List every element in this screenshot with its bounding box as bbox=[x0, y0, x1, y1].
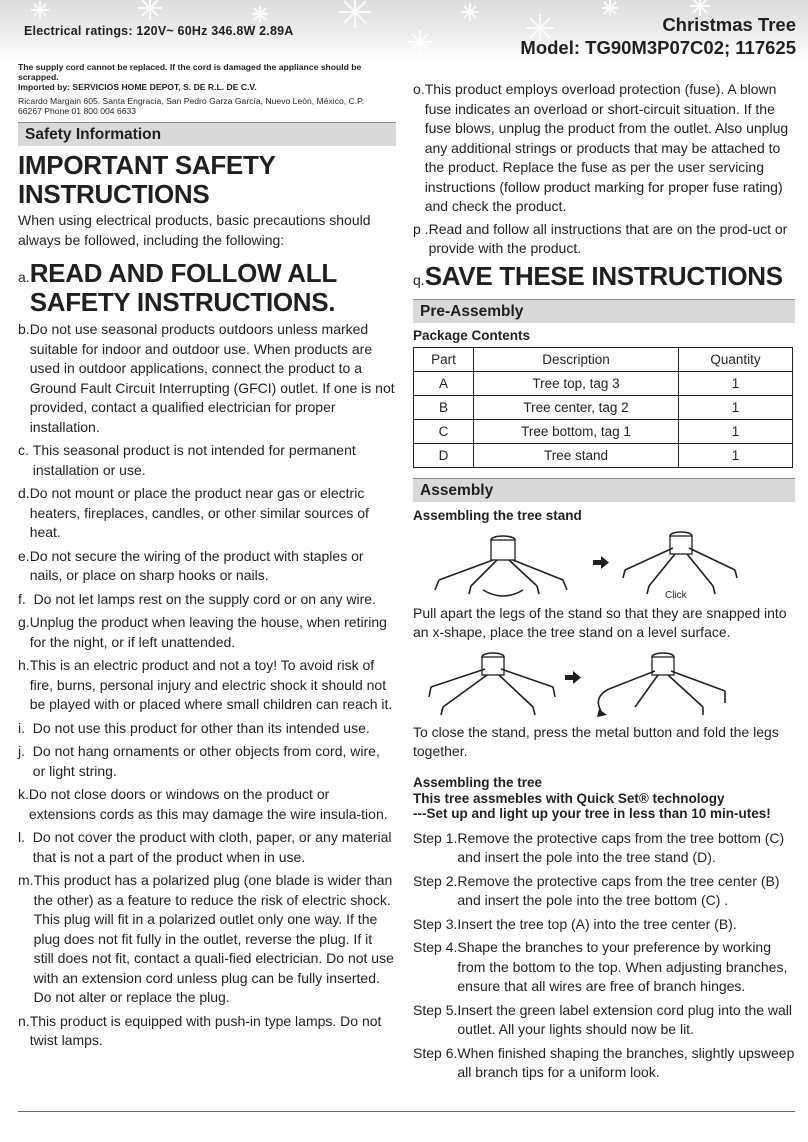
step-label: Step 5. bbox=[413, 1001, 458, 1018]
importer-address: Ricardo Margain 605. Santa Engracia, San Pedro Garza García, Nuevo León, México, C.P. 66267 Phone 01 800 004 6633 bbox=[18, 96, 365, 116]
bottom-divider bbox=[18, 1111, 795, 1112]
item-label: l. bbox=[18, 829, 33, 845]
cord-warning: The supply cord cannot be replaced. If the cord is damaged the appliance should be scrapped. bbox=[18, 62, 362, 82]
stand-open-text: Pull apart the legs of the stand so that they are snapped into an x-shape, place the tree stand on a level surface. bbox=[413, 604, 787, 640]
table-row bbox=[414, 371, 793, 395]
step-text: When finished shaping the branches, slightly upsweep all branch tips for a uniform look. bbox=[457, 1044, 795, 1080]
cell-part: D bbox=[414, 443, 474, 467]
step-4 bbox=[413, 938, 795, 997]
safety-item-m bbox=[18, 871, 396, 1008]
step-label: Step 2. bbox=[413, 872, 458, 889]
item-text: Do not use seasonal products outdoors unless marked suitable for indoor and outdoor use. When products are used in outdoor applications, connect the product to a Ground Fault Circuit Interrupting (GFCI) outlet. If one is not provided, contact a qualified electrician for proper installation. bbox=[29, 321, 395, 435]
header-banner bbox=[0, 0, 808, 60]
cell-quantity: 1 bbox=[679, 443, 793, 467]
item-label: i. bbox=[18, 719, 33, 736]
item-label: h. bbox=[18, 657, 30, 673]
important-safety-title: IMPORTANT SAFETY INSTRUCTIONS bbox=[18, 150, 276, 209]
importer: Imported by: SERVICIOS HOME DEPOT, S. DE R.L. DE C.V. bbox=[18, 82, 257, 92]
cell-quantity: 1 bbox=[679, 395, 793, 419]
safety-item-j bbox=[18, 742, 396, 781]
save-instructions bbox=[413, 262, 795, 291]
step-label: Step 3. bbox=[413, 915, 458, 932]
cell-description: Tree top, tag 3 bbox=[474, 371, 679, 395]
item-text: Do not secure the wiring of the product with staples or nails, or place on sharp hooks or nails. bbox=[29, 547, 364, 583]
safety-item-a bbox=[18, 259, 396, 317]
safety-intro: When using electrical products, basic precautions should always be followed, including the following: bbox=[18, 212, 371, 248]
col-description: Description bbox=[474, 347, 679, 371]
item-label: f. bbox=[18, 590, 34, 607]
item-label: a. bbox=[18, 269, 30, 285]
cell-part: C bbox=[414, 419, 474, 443]
item-label: n. bbox=[18, 1012, 30, 1029]
item-text: This is an electric product and not a toy! To avoid risk of fire, burns, personal injury and electric shock it should not be played with or placed where small children can reach it. bbox=[29, 657, 393, 712]
step-2 bbox=[413, 872, 795, 911]
safety-item-d bbox=[18, 484, 396, 543]
step-text: Remove the protective caps from the tree center (B) and insert the pole into the tree bottom (C) . bbox=[457, 872, 780, 908]
item-text: READ AND FOLLOW ALL SAFETY INSTRUCTIONS. bbox=[29, 258, 337, 317]
cell-description: Tree bottom, tag 1 bbox=[474, 419, 679, 443]
section-pre-assembly: Pre-Assembly bbox=[413, 299, 795, 323]
cell-description: Tree center, tag 2 bbox=[474, 395, 679, 419]
item-label: q. bbox=[413, 271, 425, 288]
item-text: This product is equipped with push-in type lamps. Do not twist lamps. bbox=[29, 1012, 382, 1048]
tree-heading: Assembling the tree bbox=[413, 774, 543, 790]
safety-item-l bbox=[18, 828, 396, 867]
item-text: Do not close doors or windows on the product or extensions cords as this may damage the wire insula-tion. bbox=[28, 786, 388, 822]
step-text: Insert the green label extension cord plug into the wall outlet. All your lights should now be lit. bbox=[457, 1001, 793, 1037]
item-text: Do not use this product for other than its intended use. bbox=[32, 719, 370, 736]
item-label: p . bbox=[413, 220, 429, 237]
stand-close-illustration bbox=[413, 649, 795, 721]
section-assembly: Assembly bbox=[413, 478, 795, 502]
col-part: Part bbox=[414, 347, 474, 371]
item-text: This seasonal product is not intended for permanent installation or use. bbox=[32, 442, 356, 478]
item-text: Do not let lamps rest on the supply cord or on any wire. bbox=[33, 590, 376, 607]
step-label: Step 6. bbox=[413, 1044, 458, 1061]
item-label: m. bbox=[18, 872, 34, 888]
step-text: Remove the protective caps from the tree bottom (C) and insert the pole into the tree stand (D). bbox=[457, 829, 785, 865]
cell-part: B bbox=[414, 395, 474, 419]
safety-item-k bbox=[18, 785, 396, 824]
cell-part: A bbox=[414, 371, 474, 395]
step-6 bbox=[413, 1044, 795, 1083]
step-1 bbox=[413, 829, 795, 868]
model-block bbox=[520, 14, 796, 60]
step-5 bbox=[413, 1001, 795, 1040]
safety-item-o bbox=[413, 80, 795, 217]
item-text: SAVE THESE INSTRUCTIONS bbox=[424, 260, 783, 291]
quickset-line-1: This tree assmebles with Quick Set® technology bbox=[413, 790, 725, 806]
opened-stand-icon bbox=[429, 653, 555, 715]
table-row bbox=[414, 419, 793, 443]
step-label: Step 1. bbox=[413, 829, 458, 846]
stand-close-text: To close the stand, press the metal button and fold the legs together. bbox=[413, 723, 779, 759]
item-text: Unplug the product when leaving the house, when retiring for the night, or if left unattended. bbox=[29, 614, 387, 650]
click-label: Click bbox=[665, 589, 687, 600]
table-row bbox=[414, 443, 793, 467]
item-text: Do not cover the product with cloth, paper, or any material that is not a part of the product when in use. bbox=[32, 829, 392, 865]
safety-item-p bbox=[413, 220, 795, 259]
item-label: o. bbox=[413, 81, 425, 97]
package-contents-heading: Package Contents bbox=[413, 327, 531, 343]
folded-stand-icon bbox=[435, 536, 567, 596]
step-text: Insert the tree top (A) into the tree center (B). bbox=[457, 915, 737, 932]
item-text: Read and follow all instructions that are on the prod-uct or provide with the product. bbox=[428, 220, 788, 256]
safety-item-b bbox=[18, 320, 396, 437]
opened-stand-icon bbox=[623, 532, 737, 594]
electrical-ratings: Electrical ratings: 120V~ 60Hz 346.8W 2.89A bbox=[24, 24, 294, 38]
right-column bbox=[413, 80, 795, 1083]
safety-item-i bbox=[18, 719, 396, 739]
safety-item-n bbox=[18, 1012, 396, 1051]
arrow-right-icon bbox=[565, 671, 581, 684]
item-label: j. bbox=[18, 743, 33, 759]
item-label: k. bbox=[18, 786, 29, 802]
safety-list bbox=[18, 320, 396, 1051]
package-contents-table bbox=[413, 347, 793, 468]
step-label: Step 4. bbox=[413, 939, 458, 955]
cell-description: Tree stand bbox=[474, 443, 679, 467]
item-text: This product has a polarized plug (one blade is wider than the other) as a feature to reduce the risk of electric shock. This plug will fit in a polarized outlet only one way. If the plug does not fit fully in the outlet, reverse the plug. If it still does not fit, contact a quali-fied electrician. Do not use with an extension cord unless plug can be fully inserted. Do not alter or replace the plug. bbox=[33, 872, 394, 1005]
safety-item-f bbox=[18, 590, 396, 610]
item-text: This product employs overload protection (fuse). A blown fuse indicates an overload or short-circuit situation. If the fuse blows, unplug the product from the outlet. Also unplug any additional strings or products that may be attached to the product. Replace the fuse as per the user servicing instructions (follow product marking for proper fuse rating) and check the product. bbox=[424, 81, 789, 214]
item-label: c. bbox=[18, 442, 33, 458]
item-label: b. bbox=[18, 321, 30, 337]
product-name: Christmas Tree bbox=[662, 14, 796, 35]
item-label: e. bbox=[18, 547, 30, 564]
item-label: d. bbox=[18, 485, 30, 501]
col-quantity: Quantity bbox=[679, 347, 793, 371]
quickset-line-2: ---Set up and light up your tree in less than 10 min-utes! bbox=[413, 805, 771, 821]
safety-item-h bbox=[18, 656, 396, 715]
table-row bbox=[414, 395, 793, 419]
left-column bbox=[18, 60, 396, 1051]
safety-item-c bbox=[18, 441, 396, 480]
safety-item-g bbox=[18, 613, 396, 652]
cell-quantity: 1 bbox=[679, 419, 793, 443]
stand-open-illustration bbox=[413, 528, 795, 600]
cell-quantity: 1 bbox=[679, 371, 793, 395]
folded-stand-icon bbox=[597, 653, 725, 717]
item-text: Do not mount or place the product near gas or electric heaters, fireplaces, candles, or other similar sources of heat. bbox=[29, 485, 369, 540]
assembly-steps bbox=[413, 829, 795, 1083]
safety-item-e bbox=[18, 547, 396, 586]
section-safety-information: Safety Information bbox=[18, 122, 396, 146]
item-text: Do not hang ornaments or other objects from cord, wire, or light string. bbox=[32, 743, 380, 779]
step-3 bbox=[413, 915, 795, 935]
item-label: g. bbox=[18, 614, 30, 630]
model-number: Model: TG90M3P07C02; 117625 bbox=[520, 37, 796, 58]
table-header-row bbox=[414, 347, 793, 371]
stand-heading: Assembling the tree stand bbox=[413, 507, 582, 523]
step-text: Shape the branches to your preference by working from the bottom to the top. When adjusting branches, ensure that all wires are free of branch hinges. bbox=[457, 939, 788, 994]
arrow-right-icon bbox=[593, 556, 609, 569]
